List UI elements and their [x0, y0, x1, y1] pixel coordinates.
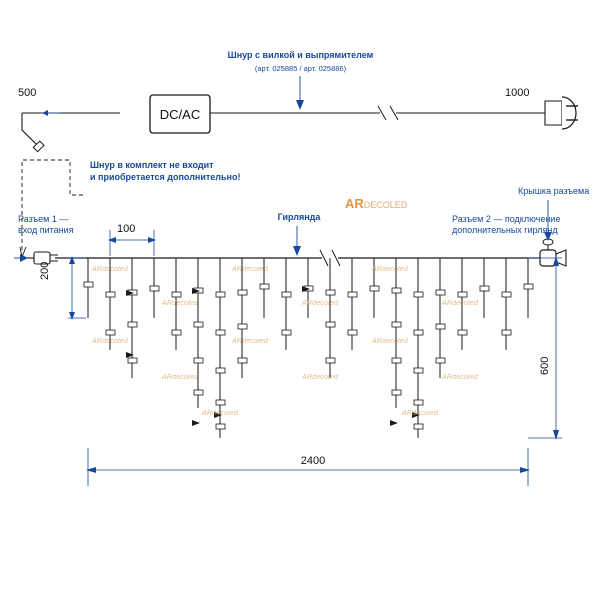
connector2-label-line1: Разъем 2 — подключение: [452, 214, 561, 224]
tile-watermark: ARdecoled: [92, 338, 129, 345]
note-line-1: Шнур в комплект не входит: [90, 160, 214, 170]
tile-watermark: ARdecoled: [442, 300, 479, 307]
connector1-label-line2: вход питания: [18, 225, 74, 235]
connector2-label-line2: дополнительных гирлянд: [452, 225, 558, 235]
note-line-2: и приобретается дополнительно!: [90, 172, 241, 182]
dimension-2400: 2400: [300, 455, 326, 467]
brand-watermark-suffix: DECOLED: [363, 200, 408, 210]
tile-watermark: ARdecoled: [302, 300, 339, 307]
cord-article-label: (арт. 025885 / арт. 025886): [254, 64, 347, 73]
connector1-label-line1: Разъем 1 —: [18, 214, 69, 224]
tile-watermark: ARdecoled: [92, 266, 129, 273]
tile-watermark: ARdecoled: [162, 374, 199, 381]
tile-watermark: ARdecoled: [372, 338, 409, 345]
dimension-100: 100: [117, 223, 136, 235]
adapter-box-label: DC/AC: [159, 106, 201, 122]
dimension-1000: 1000: [505, 87, 530, 99]
brand-watermark-ar: AR: [345, 196, 364, 211]
tile-watermark: ARdecoled: [402, 410, 439, 417]
tile-watermark: ARdecoled: [202, 410, 239, 417]
tile-watermark: ARdecoled: [232, 338, 269, 345]
tile-watermark: ARdecoled: [302, 374, 339, 381]
cord-title-label: Шнур с вилкой и выпрямителем: [227, 50, 374, 60]
tile-watermark: ARdecoled: [442, 374, 479, 381]
brand-watermark: [345, 196, 407, 211]
dimension-200: 200: [39, 261, 51, 280]
garland-label: Гирлянда: [277, 212, 321, 222]
dimension-600: 600: [539, 356, 551, 375]
tile-watermark: ARdecoled: [232, 266, 269, 273]
tile-watermark: ARdecoled: [372, 266, 409, 273]
cap-label: Крышка разъема: [518, 186, 590, 196]
tile-watermark: ARdecoled: [162, 300, 199, 307]
dimension-500: 500: [18, 87, 37, 99]
